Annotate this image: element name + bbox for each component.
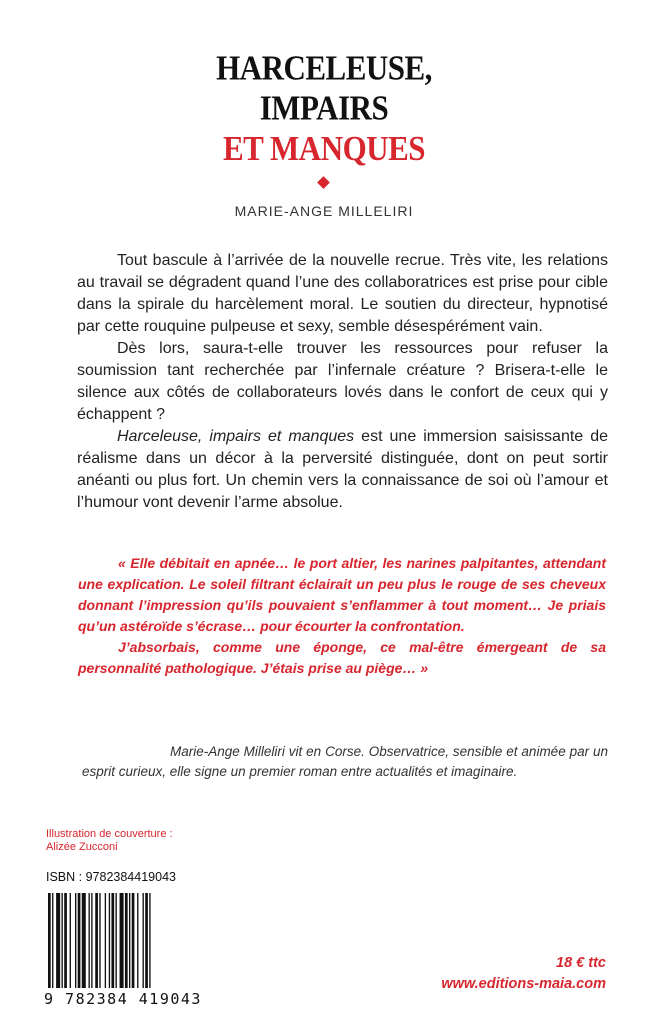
blurb-paragraph-3: [77, 426, 608, 514]
author-bio: [82, 742, 608, 782]
publisher-website: www.editions-maia.com: [441, 976, 606, 992]
title-line-1: HARCELEUSE,: [216, 48, 432, 88]
title-line-3: ET MANQUES: [223, 128, 425, 168]
title-line-2: IMPAIRS: [259, 88, 389, 128]
blurb-title-italic: Harceleuse, impairs et manques: [117, 428, 355, 445]
author-name: MARIE-ANGE MILLELIRI: [234, 203, 414, 219]
blurb-paragraph-3-rest: est une immersion saisissante de réalisme dans un décor à la perversité distinguée, dont on peut sortir anéanti ou plus fort. Un chemin vers la connaissance de soi où l’amour et l’humour vont devenir l’arme absolue.: [77, 428, 609, 511]
book-title: [0, 48, 648, 169]
barcode-digits: 9 782384 419043: [44, 990, 202, 1008]
quote-paragraph-1: « Elle débitait en apnée… le port altier, les narines palpitantes, attendant une explication. Le soleil filtrant éclairait un peu plus le rouge de ses cheveux donnant l’impression qu’ils pouvaient s’enflammer à tout moment… Je priais qu’un astéroïde s’écrase… pour écourter la confrontation.: [78, 555, 606, 634]
author-bio-text: Marie-Ange Milleliri vit en Corse. Observatrice, sensible et animée par un esprit curieux, elle signe un premier roman entre actualités et imaginaire.: [82, 744, 608, 779]
price: 18 € ttc: [556, 955, 606, 971]
illustration-credit: [46, 828, 173, 854]
isbn-label: ISBN : 9782384419043: [46, 870, 176, 884]
excerpt-quote: [78, 553, 606, 679]
diamond-ornament-icon: [317, 176, 330, 189]
blurb-paragraph-1: Tout bascule à l’arrivée de la nouvelle recrue. Très vite, les relations au travail se dégradent quand l’une des collaboratrices est prise pour cible dans la spirale du harcèlement moral. Le soutien du directeur, hypnotisé par cette rouquine pulpeuse et sexy, semble désespérément vain.: [77, 252, 608, 335]
illustration-name: Alizée Zucconi: [46, 841, 118, 853]
quote-paragraph-2: J’absorbais, comme une éponge, ce mal-être émergeant de sa personnalité pathologique. J’étais prise au piège… »: [78, 639, 606, 676]
barcode-icon: [48, 893, 188, 988]
blurb-paragraph-2: Dès lors, saura-t-elle trouver les ressources pour refuser la soumission tant recherchée par l’infernale créature ? Brisera-t-elle le silence aux côtés de collaborateurs lovés dans le confort de ceux qui y échappent ?: [77, 340, 608, 423]
illustration-label: Illustration de couverture :: [46, 828, 173, 840]
back-cover-blurb: [77, 250, 608, 514]
